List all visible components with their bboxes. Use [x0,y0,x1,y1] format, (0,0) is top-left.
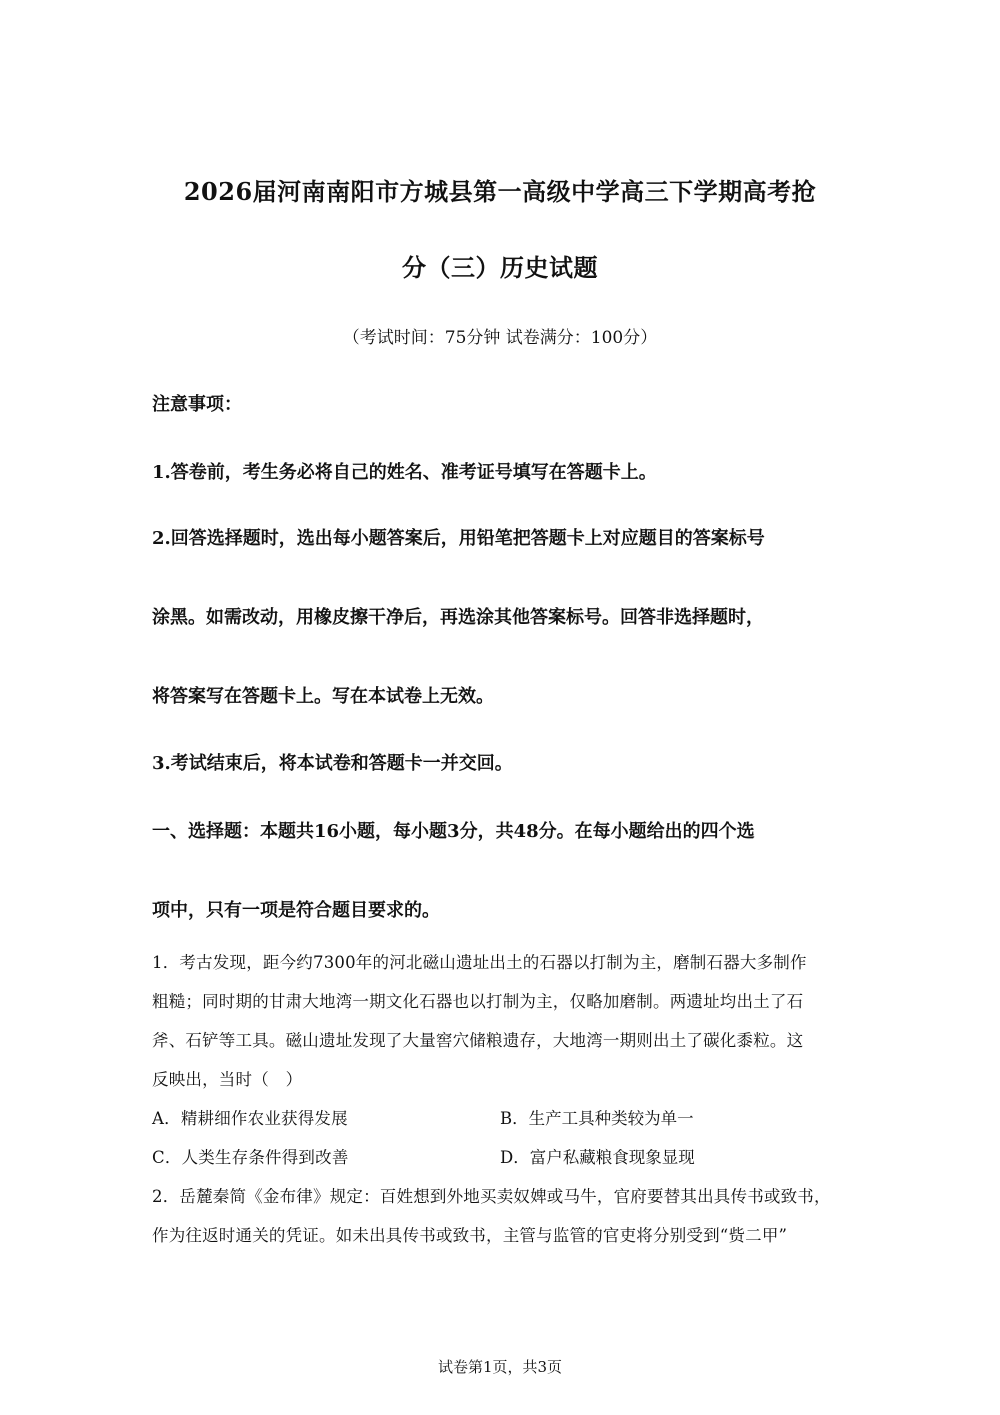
exam-title-line2: 分（三）历史试题 [402,253,598,282]
exam-title-line1: 2026届河南南阳市方城县第一高级中学高三下学期高考抢 [183,177,817,206]
notice-heading: 注意事项： [152,394,242,415]
page-footer: 试卷第1页，共3页 [437,1358,563,1376]
question-2-line2: 作为往返时通关的凭证。如未出具传书或致书，主管与监管的官吏将分别受到“赀二甲” [152,1226,788,1245]
section-heading-line1: 一、选择题：本题共16小题，每小题3分，共48分。在每小题给出的四个选 [152,821,755,842]
question-1-line4: 反映出，当时（ ） [152,1070,303,1089]
notice-item-1: 1.答卷前，考生务必将自己的姓名、准考证号填写在答题卡上。 [152,462,657,483]
section-heading-line2: 项中，只有一项是符合题目要求的。 [152,900,440,921]
question-1-line3: 斧、石铲等工具。磁山遗址发现了大量窖穴储粮遗存，大地湾一期则出土了碳化黍粒。这 [152,1031,804,1050]
notice-item-2-line2: 涂黑。如需改动，用橡皮擦干净后，再选涂其他答案标号。回答非选择题时， [152,607,764,628]
notice-item-2-line1: 2.回答选择题时，选出每小题答案后，用铅笔把答题卡上对应题目的答案标号 [152,528,765,549]
notice-item-2-line3: 将答案写在答题卡上。写在本试卷上无效。 [152,686,494,707]
question-2-line1: 2．岳麓秦简《金布律》规定：百姓想到外地买卖奴婢或马牛，官府要替其出具传书或致书， [152,1187,831,1206]
question-1-line2: 粗糙；同时期的甘肃大地湾一期文化石器也以打制为主，仅略加磨制。两遗址均出土了石 [152,992,804,1011]
question-1-option-d: D．富户私藏粮食现象显现 [500,1148,695,1167]
question-1-option-c: C．人类生存条件得到改善 [152,1148,349,1167]
question-1-line1: 1．考古发现，距今约7300年的河北磁山遗址出土的石器以打制为主，磨制石器大多制作 [152,953,807,972]
notice-item-3: 3.考试结束后，将本试卷和答题卡一并交回。 [152,753,513,774]
question-1-option-a: A．精耕细作农业获得发展 [152,1109,348,1128]
exam-info: （考试时间：75分钟 试卷满分：100分） [342,328,658,348]
question-1-option-b: B．生产工具种类较为单一 [500,1109,694,1128]
